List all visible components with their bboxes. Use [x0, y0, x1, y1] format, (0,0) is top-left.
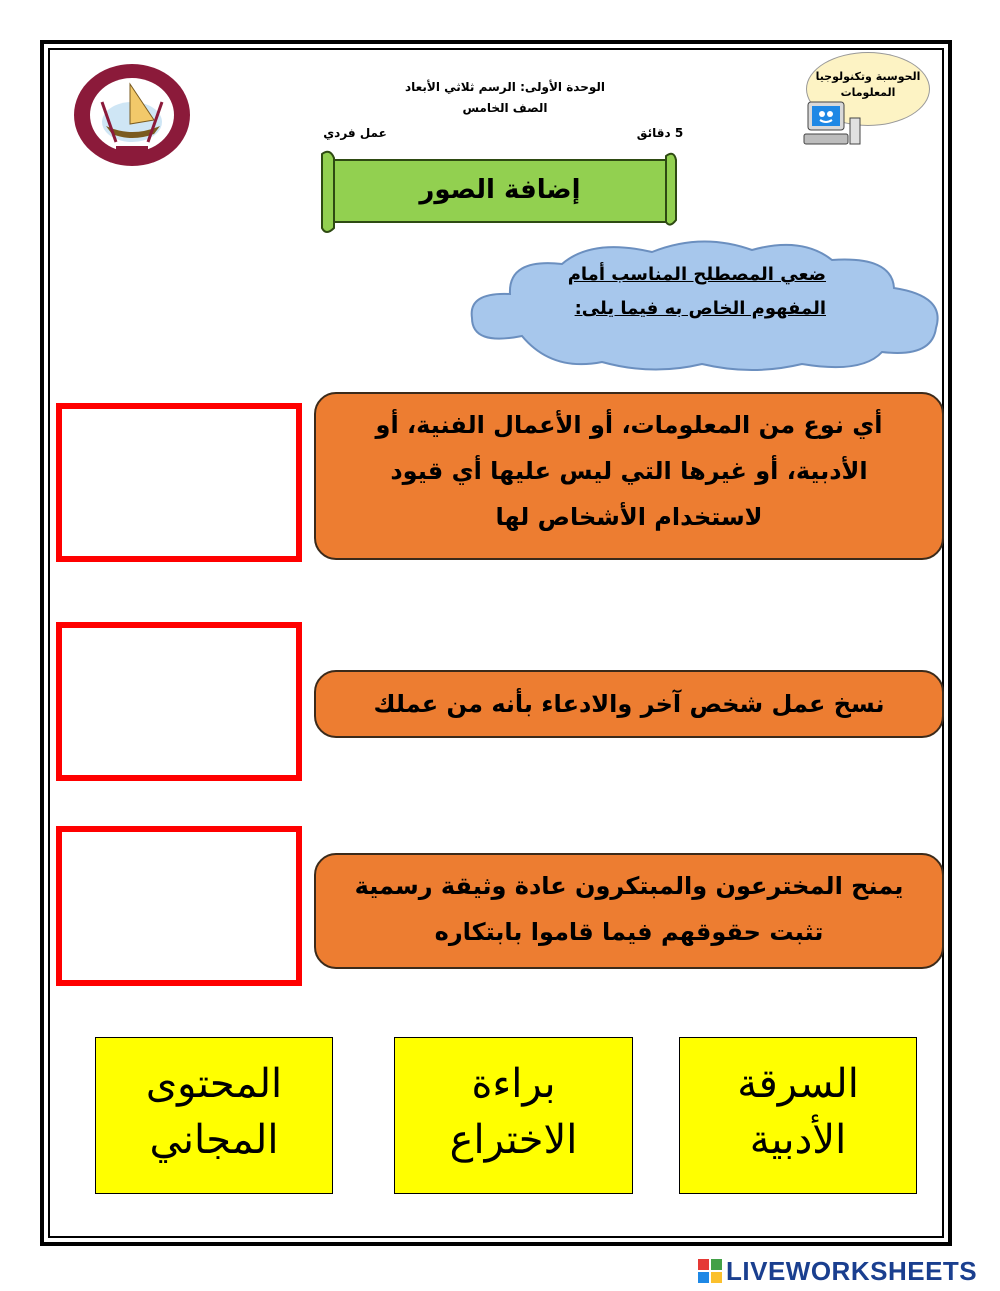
term-line1: براءة: [471, 1061, 556, 1107]
work-type-label: عمل فردي: [323, 126, 387, 140]
liveworksheets-logo-icon: [698, 1259, 722, 1283]
answer-box-2[interactable]: [56, 622, 302, 781]
answer-box-3[interactable]: [56, 826, 302, 986]
subject-line1: الحوسبة وتكنولوجيا: [815, 70, 921, 83]
definition-box-1: أي نوع من المعلومات، أو الأعمال الفنية، أو الأدبية، أو غيرها التي ليس عليها أي قيود لاستخدام الأشخاص لها: [314, 392, 944, 560]
unit-title: الوحدة الأولى: الرسم ثلاثي الأبعاد: [404, 80, 606, 94]
answer-box-1[interactable]: [56, 403, 302, 562]
brand-name: LIVEWORKSHEETS: [726, 1255, 978, 1286]
term-line2: المجاني: [149, 1117, 279, 1163]
instruction-line2: المفهوم الخاص به فيما يلى:: [574, 298, 826, 319]
grade-label: الصف الخامس: [462, 101, 548, 115]
instruction-text: [520, 258, 826, 326]
subject-line2: المعلومات: [840, 86, 896, 99]
term-line1: المحتوى: [145, 1061, 283, 1107]
instruction-line1: ضعي المصطلح المناسب أمام: [567, 264, 826, 285]
term-card-plagiarism[interactable]: [679, 1037, 917, 1194]
liveworksheets-brand: [698, 1256, 977, 1286]
term-line1: السرقة: [737, 1061, 859, 1107]
term-line2: الأدبية: [749, 1117, 847, 1163]
definition-box-3: يمنح المخترعون والمبتكرون عادة وثيقة رسمية تثبت حقوقهم فيما قاموا بابتكاره: [314, 853, 944, 969]
term-card-patent[interactable]: [394, 1037, 633, 1194]
term-line2: الاختراع: [449, 1117, 578, 1163]
ministry-seal-logo: [72, 62, 192, 168]
definition-box-2: نسخ عمل شخص آخر والادعاء بأنه من عملك: [314, 670, 944, 738]
duration-label: 5 دقائق: [636, 126, 684, 140]
page-title: إضافة الصور: [419, 175, 581, 205]
term-card-free-content[interactable]: [95, 1037, 333, 1194]
computer-icon: [800, 98, 864, 150]
